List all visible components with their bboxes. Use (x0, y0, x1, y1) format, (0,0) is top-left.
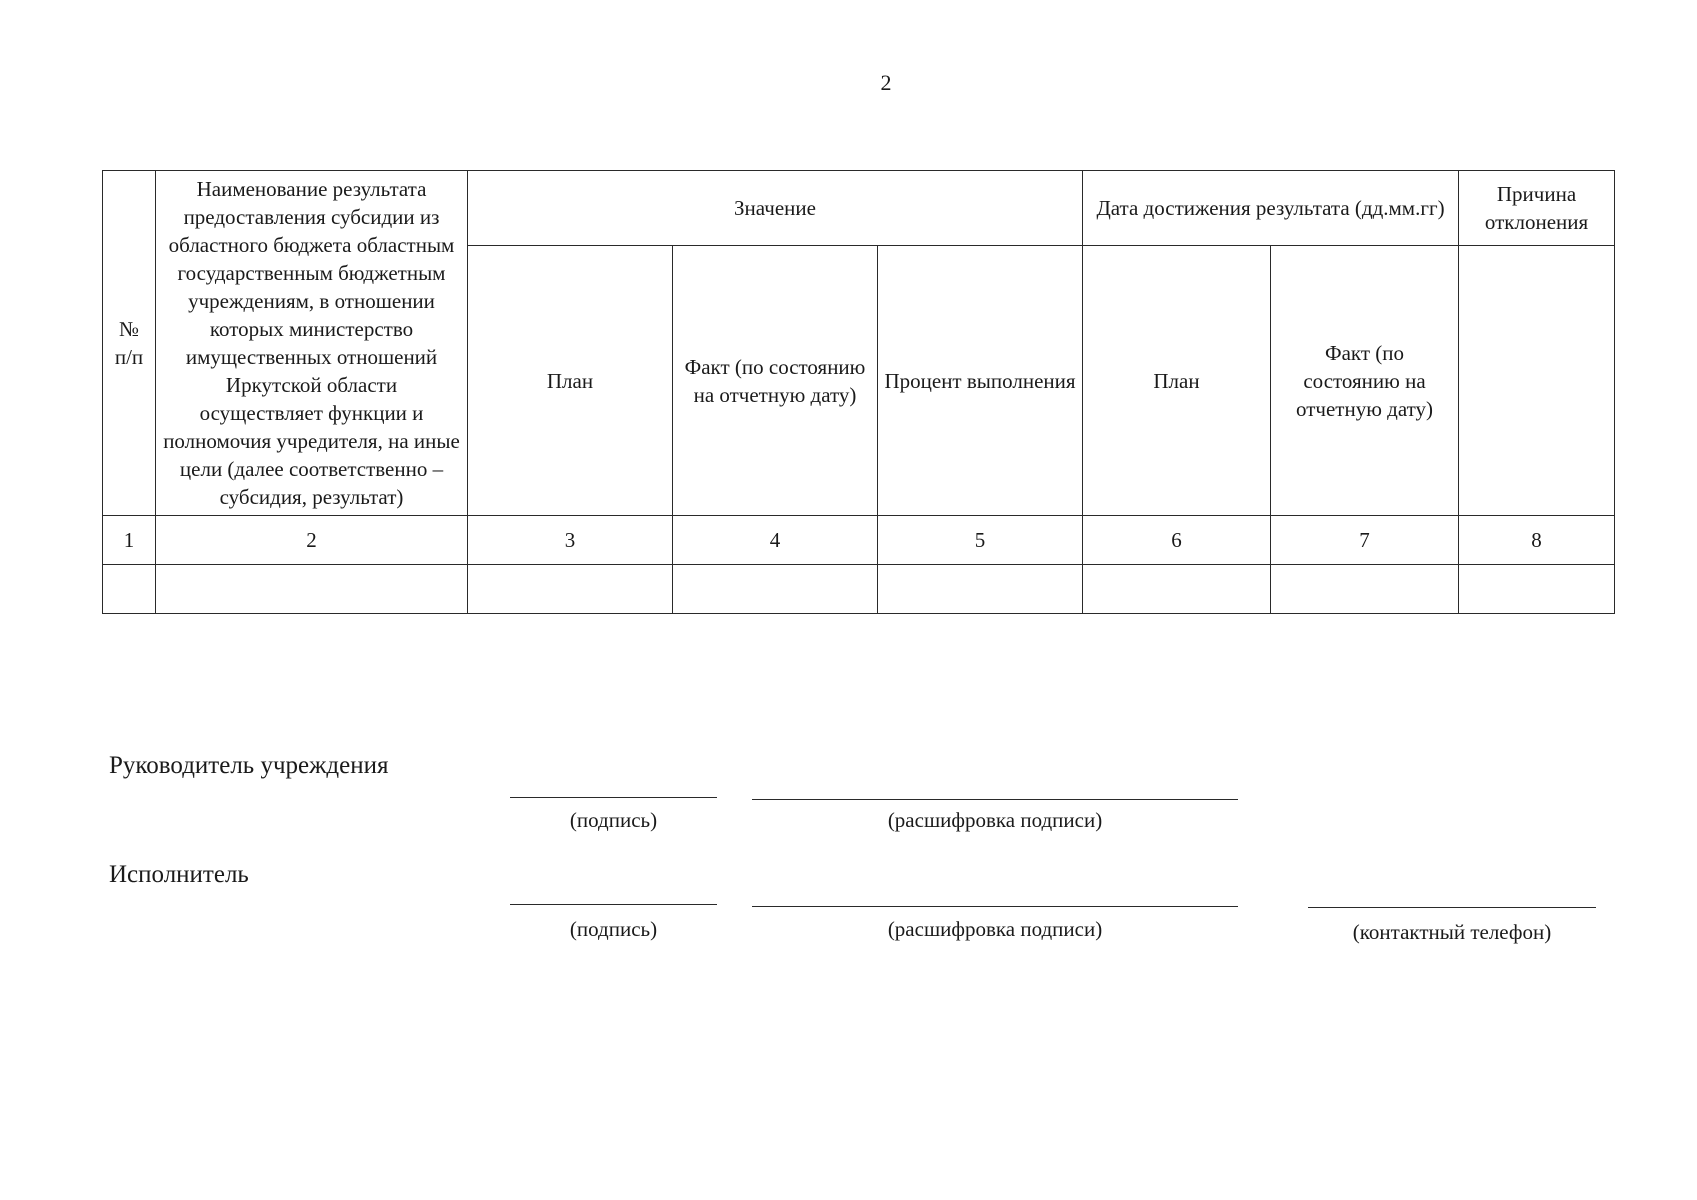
head-signature-caption: (подпись) (569, 808, 658, 832)
header-col-reason: Причина отклонения (1459, 171, 1615, 246)
empty-cell (468, 565, 673, 614)
header-date-fact: Факт (по состоянию на отчетную дату) (1271, 246, 1459, 516)
header-value-plan: План (468, 246, 673, 516)
empty-cell (1083, 565, 1271, 614)
empty-cell (1459, 565, 1615, 614)
executor-signature-line (510, 904, 717, 905)
empty-data-row (103, 565, 1615, 614)
executor-signature-caption: (подпись) (569, 917, 658, 941)
header-group-date: Дата достижения результата (дд.мм.гг) (1083, 171, 1459, 246)
column-number-cell: 5 (878, 516, 1083, 565)
header-date-plan: План (1083, 246, 1271, 516)
report-table (102, 170, 1615, 614)
empty-cell (156, 565, 468, 614)
header-reason-empty (1459, 246, 1615, 516)
column-number-cell: 1 (103, 516, 156, 565)
column-number-cell: 3 (468, 516, 673, 565)
empty-cell (673, 565, 878, 614)
header-col-num: № п/п (103, 171, 156, 516)
header-value-fact: Факт (по состоянию на отчетную дату) (673, 246, 878, 516)
column-number-row (103, 516, 1615, 565)
header-col-name: Наименование результата предоставления субсидии из областного бюджета областным государственным бюджетным учреждениям, в отношении которых министерство имущественных отношений Иркутской области осуществляет функции и полномочия учредителя, на иные цели (далее соответственно – субсидия, результат) (156, 171, 468, 516)
empty-cell (103, 565, 156, 614)
head-decryption-line (752, 799, 1238, 800)
executor-phone-line (1308, 907, 1596, 908)
head-signature-line (510, 797, 717, 798)
column-number-cell: 2 (156, 516, 468, 565)
header-value-percent: Процент выполнения (878, 246, 1083, 516)
head-label: Руководитель учреждения (109, 752, 389, 779)
empty-cell (1271, 565, 1459, 614)
header-group-value: Значение (468, 171, 1083, 246)
executor-label: Исполнитель (109, 861, 249, 888)
empty-cell (878, 565, 1083, 614)
column-number-cell: 7 (1271, 516, 1459, 565)
head-decryption-caption: (расшифровка подписи) (887, 808, 1103, 832)
executor-phone-caption: (контактный телефон) (1352, 920, 1552, 944)
column-number-cell: 4 (673, 516, 878, 565)
column-number-cell: 6 (1083, 516, 1271, 565)
page-number: 2 (880, 70, 892, 95)
table-header-row-1 (103, 171, 1615, 246)
column-number-cell: 8 (1459, 516, 1615, 565)
executor-decryption-caption: (расшифровка подписи) (887, 917, 1103, 941)
executor-decryption-line (752, 906, 1238, 907)
